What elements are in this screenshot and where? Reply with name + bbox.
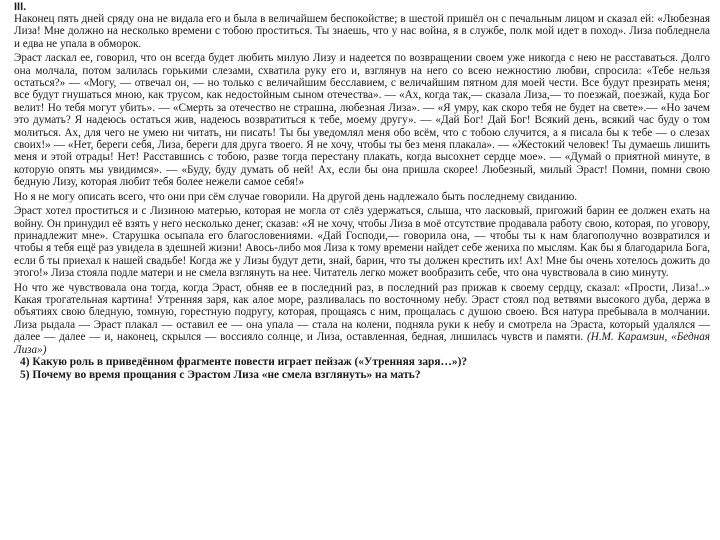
question-5: 5) Почему во время прощания с Эрастом Лиза «не смела взглянуть» на мать? xyxy=(20,368,421,381)
source-citation: (Н.М. Карамзин, «Бедная Лиза») xyxy=(14,331,710,356)
chapter-heading: III. xyxy=(14,1,27,13)
paragraph-1: Наконец пять дней сряду она не видала его и была в величайшем беспокойстве; в шестой пришёл он с печальным лицом и сказал ей: «Любезная Лиза! Мне должно на несколько времени с тобою проститься. Ты знаешь, что у нас война, я в службе, полк мой идет в поход». Лиза побледнела и едва не упала в обморок. xyxy=(14,13,710,50)
question-4: 4) Какую роль в приведённом фрагменте повести играет пейзаж («Утренняя заря…»)? xyxy=(20,355,468,368)
paragraph-5 xyxy=(14,282,710,356)
paragraph-4: Эраст хотел проститься и с Лизиною матерью, которая не могла от слёз удержаться, слыша, что ласковый, пригожий барин ее должен ехать на войну. Он принудил её взять у него несколько денег, сказав: «Я не хочу, чтобы Лиза в моё отсутствие продавала работу свою, которая, по уговору, принадлежит мне». Старушка осыпала его благословениями. «Дай Господи,— говорила она, — чтобы ты к нам благополучно возвратился и чтобы я тебя ещё раз увидела в здешней жизни! Авось-либо моя Лиза к тому времени найдет себе жениха по мыслям. Как бы я благодарила Бога, если б ты приехал к нашей свадьбе! Когда же у Лизы будут дети, знай, барин, что ты должен крестить их! Ах! Мне бы очень хотелось дожить до этого!» Лиза стояла подле матери и не смела взглянуть на нее. Читатель легко может вообразить себе, что она чувствовала в сию минуту. xyxy=(14,205,710,280)
paragraph-5-text: Но что же чувствовала она тогда, когда Эраст, обняв ее в последний раз, в последний раз прижав к своему сердцу, сказал: «Прости, Лиза!..» Какая трогательная картина! Утренняя заря, как алое море, разливалась по восточному небу. Эраст стоял под ветвями высокого дуба, держа в объятиях свою бледную, томную, горестную подругу, которая, прощаясь с ним, прощалась с душою своею. Вся натура пребывала в молчании. Лиза рыдала — Эраст плакал — оставил ее — она упала — стала на колени, подняла руки к небу и смотрела на Эраста, который удалялся — далее — далее — и, наконец, скрылся — воссияло солнце, и Лиза, оставленная, бедная, лишилась чувств и памяти. xyxy=(14,281,710,344)
paragraph-3: Но я не могу описать всего, что они при сём случае говорили. На другой день надлежало быть последнему свиданию. xyxy=(14,190,578,203)
paragraph-2: Эраст ласкал ее, говорил, что он всегда будет любить милую Лизу и надеется по возвращении своем уже никогда с нею не расставаться. Долго она молчала, потом залилась горькими слезами, схватила руку его и, взглянув на него со всею нежностию любви, спросила: «Тебе нельзя остаться?» — «Могу, — отвечал он, — но только с величайшим бесславием, с величайшим пятном для моей чести. Все будут презирать меня; все будут гнушаться мною, как трусом, как недостойным сыном отечества». — «Ах, когда так,— сказала Лиза,— то поезжай, поезжай, куда Бог велит! Но тебя могут убить». — «Смерть за отечество не страшна, любезная Лиза». — «Я умру, как скоро тебя не будет на свете».— «Но зачем это думать? Я надеюсь остаться жив, надеюсь возвратиться к тебе, моему другу». — «Дай Бог! Дай Бог! Всякий день, всякий час буду о том молиться. Ах, для чего не умею ни читать, ни писать! Ты бы уведомлял меня обо всём, что с тобою случится, а я писала бы к тебе — о слезах своих!» — «Нет, береги себя, Лиза, береги для друга твоего. Я не хочу, чтобы ты без меня плакала». — «Жестокий человек! Ты думаешь лишить меня и этой отрады! Нет! Расставшись с тобою, разве тогда перестану плакать, когда высохнет сердце мое». — «Думай о приятной минуте, в которую опять мы увидимся». — «Буду, буду думать об ней! Ах, если бы она пришла скорее! Любезный, милый Эраст! Помни, помни свою бедную Лизу, которая любит тебя более нежели самое себя!» xyxy=(14,52,710,189)
